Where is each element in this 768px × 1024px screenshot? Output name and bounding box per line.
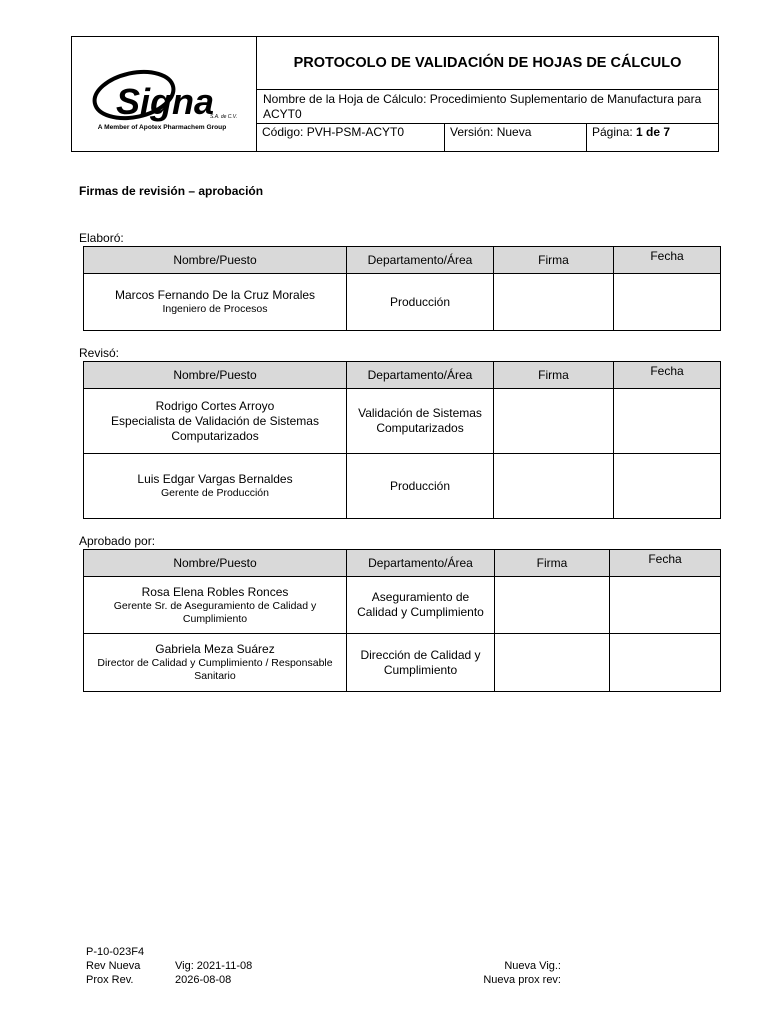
document-page <box>587 124 718 151</box>
date-cell <box>614 389 721 454</box>
table-row <box>84 274 721 331</box>
logo-tagline: A Member of Apotex Pharmachem Group <box>97 124 227 131</box>
signature-cell <box>494 274 614 331</box>
signature-cell <box>494 454 614 519</box>
col-dept: Departamento/Área <box>347 247 494 274</box>
name-cell <box>84 634 347 692</box>
person-position: Director de Calidad y Cumplimiento / Responsable Sanitario <box>97 657 333 682</box>
dept-cell: Validación de Sistemas Computarizados <box>347 389 494 454</box>
document-title: PROTOCOLO DE VALIDACIÓN DE HOJAS DE CÁLCULO <box>257 37 718 90</box>
date-cell <box>614 274 721 331</box>
page-label: Página: <box>592 125 633 139</box>
name-cell <box>84 274 347 331</box>
signature-cell <box>495 577 610 634</box>
footer-rev: Rev Nueva <box>86 960 141 972</box>
signa-logo <box>72 37 256 151</box>
col-signature: Firma <box>494 362 614 389</box>
person-name: Gabriela Meza Suárez <box>155 642 275 656</box>
table-row <box>84 577 721 634</box>
name-cell <box>84 389 347 454</box>
col-signature: Firma <box>494 247 614 274</box>
logo-brand: Signa <box>116 81 215 122</box>
table-header-row <box>84 247 721 274</box>
elaboro-table <box>83 246 721 331</box>
header-meta-row <box>257 124 718 151</box>
name-cell <box>84 577 347 634</box>
person-position: Gerente de Producción <box>161 487 269 499</box>
dept-cell: Producción <box>347 454 494 519</box>
table-header-row <box>84 550 721 577</box>
dept-cell: Dirección de Calidad y Cumplimiento <box>347 634 495 692</box>
document-version: Versión: Nueva <box>445 124 587 151</box>
table-row <box>84 389 721 454</box>
signature-cell <box>494 389 614 454</box>
footer-nueva-vig: Nueva Vig.: <box>504 960 561 972</box>
col-date: Fecha <box>614 247 721 274</box>
page-value: 1 de 7 <box>636 125 671 139</box>
col-name: Nombre/Puesto <box>84 362 347 389</box>
footer-prox-date: 2026-08-08 <box>175 974 232 986</box>
person-name: Rosa Elena Robles Ronces <box>141 584 289 599</box>
footer-vig: Vig: 2021-11-08 <box>175 960 253 972</box>
person-name: Luis Edgar Vargas Bernaldes <box>137 472 293 486</box>
person-position: Especialista de Validación de Sistemas Computarizados <box>111 413 319 443</box>
footer-prox-rev: Prox Rev. <box>86 974 134 986</box>
person-position: Gerente Sr. de Aseguramiento de Calidad y Cumplimiento <box>113 599 317 625</box>
col-name: Nombre/Puesto <box>84 550 347 577</box>
document-header <box>71 36 719 152</box>
table-row <box>84 454 721 519</box>
name-cell <box>84 454 347 519</box>
document-code: Código: PVH-PSM-ACYT0 <box>257 124 445 151</box>
date-cell <box>610 577 721 634</box>
reviso-table <box>83 361 721 519</box>
sheet-name: Nombre de la Hoja de Cálculo: Procedimiento Suplementario de Manufactura para ACYT0 <box>257 90 718 124</box>
elaboro-label: Elaboró: <box>79 231 124 245</box>
person-name: Marcos Fernando De la Cruz Morales <box>114 288 316 302</box>
table-row <box>84 634 721 692</box>
table-header-row <box>84 362 721 389</box>
section-title: Firmas de revisión – aprobación <box>79 184 264 198</box>
reviso-label: Revisó: <box>79 346 120 360</box>
dept-cell: Aseguramiento de Calidad y Cumplimiento <box>347 577 495 634</box>
date-cell <box>614 454 721 519</box>
col-date: Fecha <box>614 362 721 389</box>
col-dept: Departamento/Área <box>347 550 495 577</box>
logo-cell <box>72 37 257 151</box>
col-signature: Firma <box>495 550 610 577</box>
date-cell <box>610 634 721 692</box>
footer-nueva-prox: Nueva prox rev: <box>483 974 561 986</box>
dept-cell: Producción <box>347 274 494 331</box>
person-name: Rodrigo Cortes Arroyo <box>155 398 275 413</box>
col-dept: Departamento/Área <box>347 362 494 389</box>
aprobado-label: Aprobado por: <box>79 534 156 548</box>
signature-cell <box>495 634 610 692</box>
footer-form-code: P-10-023F4 <box>86 946 145 958</box>
person-position: Ingeniero de Procesos <box>162 303 268 315</box>
aprobado-table <box>83 549 721 692</box>
col-date: Fecha <box>610 550 721 577</box>
col-name: Nombre/Puesto <box>84 247 347 274</box>
logo-legal: S.A. de C.V. <box>210 114 238 120</box>
